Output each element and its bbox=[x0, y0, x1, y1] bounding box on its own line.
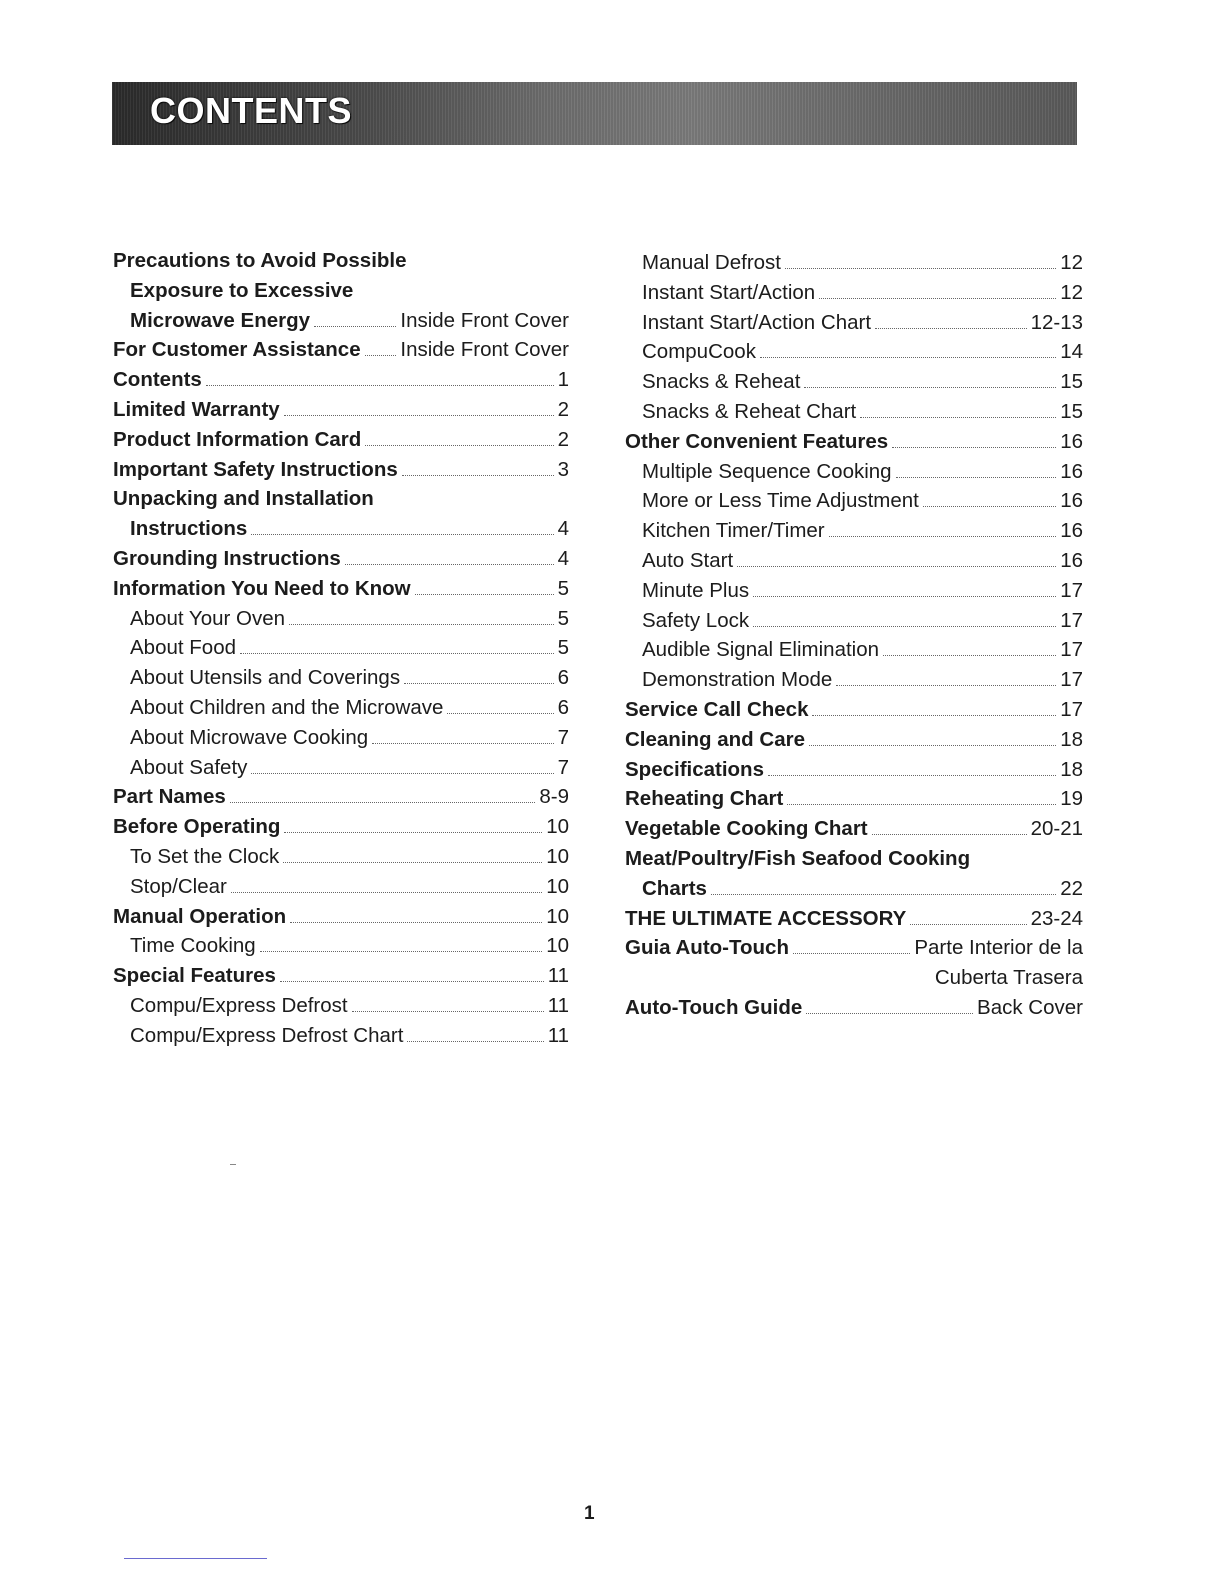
dot-leader bbox=[806, 1011, 973, 1014]
toc-entry-page: 18 bbox=[1060, 757, 1083, 781]
toc-entry-label: Manual Defrost bbox=[642, 251, 782, 274]
dot-leader bbox=[793, 951, 910, 954]
toc-entry-label: Before Operating bbox=[113, 815, 281, 839]
toc-entry-page: 18 bbox=[1060, 727, 1083, 751]
toc-entry-label: Important Safety Instructions bbox=[113, 457, 398, 481]
dot-leader bbox=[892, 445, 1056, 448]
toc-entry bbox=[625, 308, 1083, 338]
toc-entry-label: Instant Start/Action bbox=[642, 280, 816, 304]
toc-right-column bbox=[625, 248, 1083, 1023]
toc-entry bbox=[625, 516, 1083, 546]
dot-leader bbox=[804, 385, 1056, 388]
dot-leader bbox=[206, 383, 554, 386]
toc-entry-page: 5 bbox=[557, 576, 569, 600]
toc-entry-page: 11 bbox=[547, 993, 569, 1017]
toc-entry-page: 12-13 bbox=[1030, 310, 1083, 334]
dot-leader bbox=[753, 624, 1056, 627]
toc-entry bbox=[625, 248, 1083, 278]
toc-entry-page: 4 bbox=[557, 517, 569, 541]
toc-heading-line: Exposure to Excessive bbox=[130, 278, 354, 302]
toc-entry-label: Stop/Clear bbox=[130, 874, 227, 898]
dot-leader bbox=[289, 622, 554, 625]
toc-entry bbox=[113, 663, 569, 693]
toc-entry bbox=[113, 753, 569, 783]
toc-entry-label: About Utensils and Coverings bbox=[130, 666, 401, 690]
dot-leader bbox=[787, 802, 1056, 805]
toc-entry bbox=[113, 633, 569, 663]
toc-entry-label: Microwave Energy bbox=[130, 308, 311, 332]
toc-heading-line: Meat/Poultry/Fish Seafood Cooking bbox=[625, 846, 971, 870]
dot-leader bbox=[910, 922, 1026, 925]
toc-entry-page: 20-21 bbox=[1030, 817, 1083, 841]
toc-entry bbox=[625, 546, 1083, 576]
toc-entry bbox=[625, 993, 1083, 1023]
dot-leader bbox=[352, 1009, 544, 1012]
toc-entry-page: 16 bbox=[1060, 548, 1083, 572]
toc-entry-page: 16 bbox=[1060, 489, 1083, 513]
toc-entry-label: About Children and the Microwave bbox=[130, 695, 444, 719]
page-title: CONTENTS bbox=[150, 90, 352, 131]
toc-entry-page: 3 bbox=[557, 457, 569, 481]
toc-entry-label: Part Names bbox=[113, 785, 226, 809]
toc-entry-label: Snacks & Reheat bbox=[642, 370, 801, 394]
dot-leader bbox=[345, 562, 554, 565]
dot-leader bbox=[819, 296, 1056, 299]
toc-entry bbox=[625, 874, 1083, 904]
toc-entry-page: Back Cover bbox=[977, 995, 1083, 1019]
dot-leader bbox=[883, 653, 1056, 656]
toc-entry-page: 6 bbox=[557, 666, 569, 690]
toc-entry-page: Parte Interior de la bbox=[914, 936, 1083, 960]
toc-entry-page: 17 bbox=[1060, 578, 1083, 602]
dot-leader bbox=[407, 1039, 543, 1042]
toc-entry-page: 23-24 bbox=[1030, 906, 1083, 930]
toc-entry-page: 12 bbox=[1060, 280, 1083, 304]
toc-entry-label: Special Features bbox=[113, 964, 276, 988]
toc-entry-page: 16 bbox=[1060, 429, 1083, 453]
toc-entry bbox=[113, 693, 569, 723]
dot-leader bbox=[812, 713, 1056, 716]
dot-leader bbox=[737, 564, 1056, 567]
toc-entry-page: 5 bbox=[557, 606, 569, 630]
toc-entry-page: 10 bbox=[546, 934, 569, 958]
toc-entry-page: 1 bbox=[557, 368, 569, 392]
toc-entry-label: CompuCook bbox=[642, 340, 756, 364]
dot-leader bbox=[284, 413, 554, 416]
toc-entry-label: Demonstration Mode bbox=[642, 668, 833, 692]
toc-entry-page: Inside Front Cover bbox=[400, 308, 569, 332]
toc-entry bbox=[113, 425, 569, 455]
toc-entry-label: Service Call Check bbox=[625, 697, 809, 721]
toc-entry bbox=[113, 306, 569, 336]
toc-entry-label: Compu/Express Defrost Chart bbox=[130, 1023, 404, 1047]
dot-leader bbox=[404, 681, 554, 684]
toc-entry-page: 17 bbox=[1060, 638, 1083, 662]
toc-entry bbox=[113, 812, 569, 842]
toc-entry-label: Auto Start bbox=[642, 548, 734, 572]
dot-leader bbox=[402, 473, 554, 476]
footer-rule bbox=[124, 1558, 267, 1559]
dot-leader bbox=[280, 979, 544, 982]
toc-entry-label: Manual Operation bbox=[113, 904, 287, 928]
toc-entry bbox=[625, 635, 1083, 665]
toc-entry-label: Contents bbox=[113, 368, 202, 392]
toc-entry bbox=[113, 902, 569, 932]
toc-entry bbox=[625, 427, 1083, 457]
toc-entry bbox=[113, 723, 569, 753]
dot-leader bbox=[872, 832, 1027, 835]
dot-leader bbox=[809, 743, 1056, 746]
dot-leader bbox=[875, 326, 1027, 329]
toc-heading-line: Precautions to Avoid Possible bbox=[113, 249, 407, 272]
toc-entry bbox=[625, 755, 1083, 785]
dot-leader bbox=[447, 711, 553, 714]
toc-entry-label: Specifications bbox=[625, 757, 764, 781]
dot-leader bbox=[711, 892, 1056, 895]
dot-leader bbox=[860, 415, 1056, 418]
toc-entry-label: Information You Need to Know bbox=[113, 576, 411, 600]
dot-leader bbox=[230, 800, 536, 803]
dot-leader bbox=[372, 741, 553, 744]
toc-entry-label: Time Cooking bbox=[130, 934, 256, 958]
toc-entry-label: Multiple Sequence Cooking bbox=[642, 459, 892, 483]
toc-entry-page: 15 bbox=[1060, 370, 1083, 394]
toc-entry bbox=[113, 574, 569, 604]
toc-entry bbox=[113, 961, 569, 991]
toc-entry-label: Auto-Touch Guide bbox=[625, 995, 803, 1019]
toc-entry-label: About Your Oven bbox=[130, 606, 286, 630]
toc-entry-page: 15 bbox=[1060, 399, 1083, 423]
toc-entry bbox=[625, 725, 1083, 755]
toc-entry bbox=[625, 606, 1083, 636]
toc-entry bbox=[625, 337, 1083, 367]
toc-entry-page: 8-9 bbox=[539, 785, 569, 809]
toc-entry bbox=[113, 395, 569, 425]
toc-entry-page: 5 bbox=[557, 636, 569, 660]
toc-entry-page: 17 bbox=[1060, 668, 1083, 692]
toc-entry-label: Guia Auto-Touch bbox=[625, 936, 789, 960]
toc-entry bbox=[113, 872, 569, 902]
dot-leader bbox=[768, 773, 1056, 776]
toc-entry-label: Product Information Card bbox=[113, 427, 362, 451]
dot-leader bbox=[251, 771, 553, 774]
dot-leader bbox=[240, 651, 554, 654]
toc-entry-page: 19 bbox=[1060, 787, 1083, 811]
contents-banner bbox=[112, 82, 1077, 145]
toc-entry-page: 7 bbox=[557, 725, 569, 749]
dot-leader bbox=[365, 353, 397, 356]
toc-entry-page: 10 bbox=[546, 874, 569, 898]
toc-entry bbox=[113, 514, 569, 544]
toc-entry-label: Instructions bbox=[130, 517, 248, 541]
dot-leader bbox=[231, 890, 542, 893]
toc-entry bbox=[113, 335, 569, 365]
toc-entry-label: Vegetable Cooking Chart bbox=[625, 817, 868, 841]
page-number: 1 bbox=[584, 1503, 595, 1524]
toc-entry bbox=[113, 455, 569, 485]
toc-entry-label: More or Less Time Adjustment bbox=[642, 489, 919, 513]
toc-entry bbox=[625, 665, 1083, 695]
toc-entry bbox=[625, 933, 1083, 963]
toc-entry-label: Grounding Instructions bbox=[113, 546, 341, 570]
dot-leader bbox=[365, 443, 553, 446]
toc-entry-label: Instant Start/Action Chart bbox=[642, 310, 872, 334]
dot-leader bbox=[251, 532, 553, 535]
toc-heading-line: Unpacking and Installation bbox=[113, 487, 374, 511]
toc-entry bbox=[625, 904, 1083, 934]
toc-entry-label: Cleaning and Care bbox=[625, 727, 805, 751]
dot-leader bbox=[290, 920, 542, 923]
dot-leader bbox=[284, 830, 542, 833]
toc-entry-page: 2 bbox=[557, 427, 569, 451]
toc-entry-page: 11 bbox=[547, 1023, 569, 1047]
dot-leader bbox=[836, 683, 1056, 686]
toc-entry bbox=[625, 784, 1083, 814]
toc-entry-label: Minute Plus bbox=[642, 578, 750, 602]
toc-entry bbox=[625, 814, 1083, 844]
toc-entry-page: 16 bbox=[1060, 519, 1083, 543]
toc-entry-label: Reheating Chart bbox=[625, 787, 784, 811]
toc-entry bbox=[625, 278, 1083, 308]
dot-leader bbox=[829, 534, 1057, 537]
toc-entry-page: 10 bbox=[546, 815, 569, 839]
toc-entry-page: 11 bbox=[547, 964, 569, 988]
toc-entry-page: 22 bbox=[1060, 876, 1083, 900]
toc-entry-label: Limited Warranty bbox=[113, 397, 280, 421]
toc-entry-label: About Food bbox=[130, 636, 236, 660]
toc-entry-label: THE ULTIMATE ACCESSORY bbox=[625, 906, 907, 930]
toc-entry bbox=[625, 576, 1083, 606]
stray-mark bbox=[230, 1164, 236, 1165]
toc-entry bbox=[113, 365, 569, 395]
toc-entry-label: Charts bbox=[642, 876, 707, 900]
toc-entry-page: 10 bbox=[546, 844, 569, 868]
toc-entry bbox=[625, 367, 1083, 397]
toc-entry-page: 7 bbox=[557, 755, 569, 779]
toc-entry bbox=[113, 782, 569, 812]
toc-entry-label: About Microwave Cooking bbox=[130, 725, 369, 749]
toc-entry-page: 6 bbox=[557, 695, 569, 719]
toc-entry-page: 17 bbox=[1060, 608, 1083, 632]
toc-entry-page: 4 bbox=[557, 546, 569, 570]
toc-entry-label: About Safety bbox=[130, 755, 248, 779]
toc-entry-label: To Set the Clock bbox=[130, 844, 280, 868]
toc-entry-page: 17 bbox=[1060, 697, 1083, 721]
dot-leader bbox=[923, 504, 1056, 507]
dot-leader bbox=[283, 860, 542, 863]
toc-entry-label: Compu/Express Defrost bbox=[130, 993, 348, 1017]
toc-entry bbox=[113, 544, 569, 574]
toc-entry bbox=[113, 604, 569, 634]
toc-entry-page: Inside Front Cover bbox=[400, 338, 569, 362]
dot-leader bbox=[753, 594, 1056, 597]
toc-entry bbox=[625, 457, 1083, 487]
toc-entry bbox=[625, 486, 1083, 516]
dot-leader bbox=[785, 266, 1056, 269]
toc-entry bbox=[113, 991, 569, 1021]
toc-entry-label: Safety Lock bbox=[642, 608, 750, 632]
dot-leader bbox=[260, 949, 542, 952]
toc-entry-page: 16 bbox=[1060, 459, 1083, 483]
toc-entry-page: 2 bbox=[557, 397, 569, 421]
toc-entry-label: Kitchen Timer/Timer bbox=[642, 519, 825, 543]
toc-entry bbox=[113, 1021, 569, 1051]
toc-entry-page: 14 bbox=[1060, 340, 1083, 364]
toc-entry bbox=[625, 695, 1083, 725]
dot-leader bbox=[314, 324, 396, 327]
toc-entry bbox=[625, 397, 1083, 427]
toc-entry-label: Audible Signal Elimination bbox=[642, 638, 880, 662]
toc-entry-page-continuation: Cuberta Trasera bbox=[934, 966, 1083, 990]
toc-entry-label: For Customer Assistance bbox=[113, 338, 361, 362]
toc-entry-label: Snacks & Reheat Chart bbox=[642, 399, 857, 423]
toc-entry-page: 10 bbox=[546, 904, 569, 928]
dot-leader bbox=[415, 592, 554, 595]
toc-entry bbox=[113, 842, 569, 872]
dot-leader bbox=[760, 355, 1056, 358]
toc-entry-label: Other Convenient Features bbox=[625, 429, 889, 453]
toc-entry-page: 12 bbox=[1060, 251, 1083, 274]
toc-entry bbox=[113, 931, 569, 961]
toc-left-column bbox=[113, 246, 569, 1051]
dot-leader bbox=[896, 475, 1057, 478]
